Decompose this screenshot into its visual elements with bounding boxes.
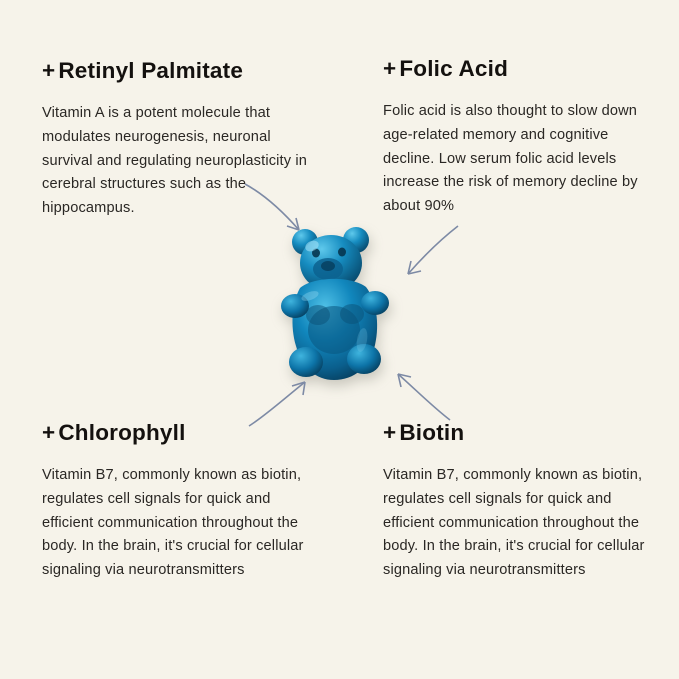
section-body-biotin: Vitamin B7, commonly known as biotin, regulates cell signals for quick and efficient communication throughout the body. In the brain, it's crucial for cellular signaling via neurotransmitters — [383, 467, 645, 579]
section-folic-acid — [383, 56, 653, 219]
plus-icon: + — [383, 420, 397, 445]
section-title-text: Biotin — [399, 420, 465, 445]
gummy-bear-graphic — [276, 222, 398, 392]
section-title-text: Chlorophyll — [58, 420, 186, 445]
section-body-folic-acid: Folic acid is also thought to slow down age-related memory and cognitive decline. Low serum folic acid levels increase the risk of memory decline by about 90% — [383, 103, 638, 215]
section-title-folic-acid — [383, 56, 653, 82]
gummy-bear-icon — [276, 222, 398, 392]
arrow-retinyl-palmitate-to-bear — [243, 182, 313, 240]
section-body-retinyl-palmitate: Vitamin A is a potent molecule that modulates neurogenesis, neuronal survival and regulating neuroplasticity in cerebral structures such as the hippocampus. — [42, 105, 308, 217]
section-title-text: Retinyl Palmitate — [58, 58, 244, 83]
arrow-chlorophyll-to-bear — [247, 378, 317, 430]
plus-icon: + — [383, 56, 397, 81]
section-body-chlorophyll: Vitamin B7, commonly known as biotin, regulates cell signals for quick and efficient communication throughout the body. In the brain, it's crucial for cellular signaling via neurotransmitters — [42, 467, 304, 579]
section-chlorophyll — [42, 420, 312, 583]
plus-icon: + — [42, 58, 56, 83]
plus-icon: + — [42, 420, 56, 445]
arrow-folic-acid-to-bear — [392, 222, 462, 282]
section-title-text: Folic Acid — [399, 56, 509, 81]
arrow-biotin-to-bear — [388, 368, 458, 426]
section-title-retinyl-palmitate — [42, 58, 312, 84]
section-biotin — [383, 420, 653, 583]
